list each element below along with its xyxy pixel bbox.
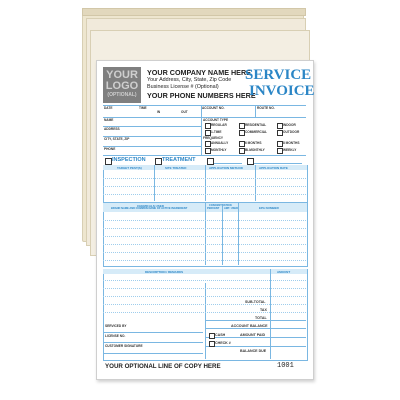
invoice-number: 1001 [277,362,294,370]
option-residential: RESIDENTIAL [245,123,267,127]
pest-row [103,194,306,195]
option-bi-monthly: BI-MONTHLY [245,148,265,152]
company-name: YOUR COMPANY NAME HERE [147,68,251,77]
chem-col-1 [205,203,206,265]
desc-row [103,312,306,313]
label-license-no: LICENSE NO. [105,334,126,338]
option-cash: CASH [215,333,226,337]
checkbox-treatment[interactable] [155,158,162,165]
header-epa-number: EPA NUMBER [259,206,279,210]
label-amount-paid: AMOUNT PAID [240,333,266,337]
rule-v1 [201,105,202,117]
desc-row [103,288,306,289]
serviced-by-line [103,332,203,333]
chem-row [103,260,306,261]
title-service: SERVICE [245,67,312,83]
header-description: DESCRIPTION / REMARKS [145,269,184,274]
label-address: ADDRESS [104,127,120,131]
chem-row [103,220,306,221]
logo-line-2: LOGO [105,80,139,92]
chem-row [103,236,306,237]
logo-box [103,67,141,103]
label-in: IN [157,110,161,114]
option-outdoor: OUTDOOR [283,130,300,134]
header-percent: PERCENT [207,207,220,210]
pest-col-1 [154,165,155,201]
desc-row [103,280,306,281]
chem-col-3 [238,203,239,265]
chem-row [103,244,306,245]
option-commercial: COMMERCIAL [245,130,267,134]
header-chemicals-used: CHEMICALS USED [137,203,165,208]
footer-copy-line: YOUR OPTIONAL LINE OF COPY HERE [105,363,221,370]
option-1-time: 1-TIME [211,130,222,134]
logo-line-3: (OPTIONAL) [107,92,137,98]
header-amount: AMOUNT [277,269,291,274]
license-no-line [103,342,203,343]
chem-row [103,228,306,229]
title-invoice: INVOICE [249,83,315,99]
option-treatment: TREATMENT [162,157,196,163]
label-route-no: ROUTE NO. [257,106,275,110]
header-concentration: CONCENTRATION [209,203,232,207]
customer-signature-line [103,353,203,354]
desc-row [103,304,306,305]
header-target-pests: TARGET PEST(S) [117,165,142,170]
logo-line-1: YOUR [106,69,138,81]
checkbox-extra-2[interactable] [247,158,254,165]
totals-rule [205,346,306,347]
option-weekly: WEEKLY [283,148,297,152]
option-6-months: 6 MONTHS [245,141,262,145]
label-out: OUT [181,110,188,114]
label-account-balance: ACCOUNT BALANCE [231,324,268,328]
pest-row [103,178,306,179]
header-application-method: APPLICATION METHOD [209,165,243,170]
checkbox-extra-1[interactable] [207,158,214,165]
label-account-no: ACCOUNT NO. [202,106,225,110]
header-site-treated: SITE TREATED [165,165,187,170]
desc-row [103,296,306,297]
label-balance-due: BALANCE DUE [240,349,267,353]
totals-rule [205,328,306,329]
option-monthly: MONTHLY [211,148,227,152]
company-phone: YOUR PHONE NUMBERS HERE [147,91,256,100]
label-phone: PHONE [104,147,116,151]
option-8-months: 8 MONTHS [283,141,300,145]
label-total: TOTAL [255,316,267,320]
label-account-type: ACCOUNT TYPE [203,118,229,122]
label-name: NAME [104,118,114,122]
rule-v3 [201,117,202,155]
label-time: TIME [139,106,147,110]
rule-v2 [255,105,256,117]
pest-col-3 [255,165,256,201]
rule-city [103,146,201,147]
option-annually: ANNUALLY [211,141,229,145]
binding-strip [82,8,306,16]
company-address: Your Address, City, State, Zip Code [147,77,232,83]
header-brand-name: BRAND NAME AND COMMON NAME OF ACTIVE INGREDIENT [111,207,188,210]
rule-extra-1 [214,163,242,164]
company-license: Business License # (Optional) [147,84,219,90]
header-amt-used: AMT. USED [224,207,238,210]
label-sub-total: SUB-TOTAL [245,300,266,304]
label-tax: TAX [260,308,267,312]
label-customer-signature: CUSTOMER SIGNATURE [105,344,143,348]
invoice-sheet [96,60,314,380]
desc-col-left [205,283,206,359]
option-indoor: INDOOR [283,123,296,127]
header-application-rate: APPLICATION RATE [259,165,288,170]
option-check: CHECK # [215,341,231,345]
totals-rule [205,337,306,338]
label-city: CITY, STATE, ZIP [104,137,130,141]
chem-row [103,252,306,253]
option-regular: REGULAR [211,123,227,127]
label-date: DATE [104,106,113,110]
label-serviced-by: SERVICED BY [105,324,127,328]
checkbox-inspection[interactable] [105,158,112,165]
rule-phone [103,155,306,156]
rule-extra-2 [254,163,302,164]
pest-row [103,186,306,187]
option-inspection: INSPECTION [112,157,146,163]
totals-rule [205,320,306,321]
label-frequency: FREQUENCY [203,136,224,140]
pest-col-2 [205,165,206,201]
